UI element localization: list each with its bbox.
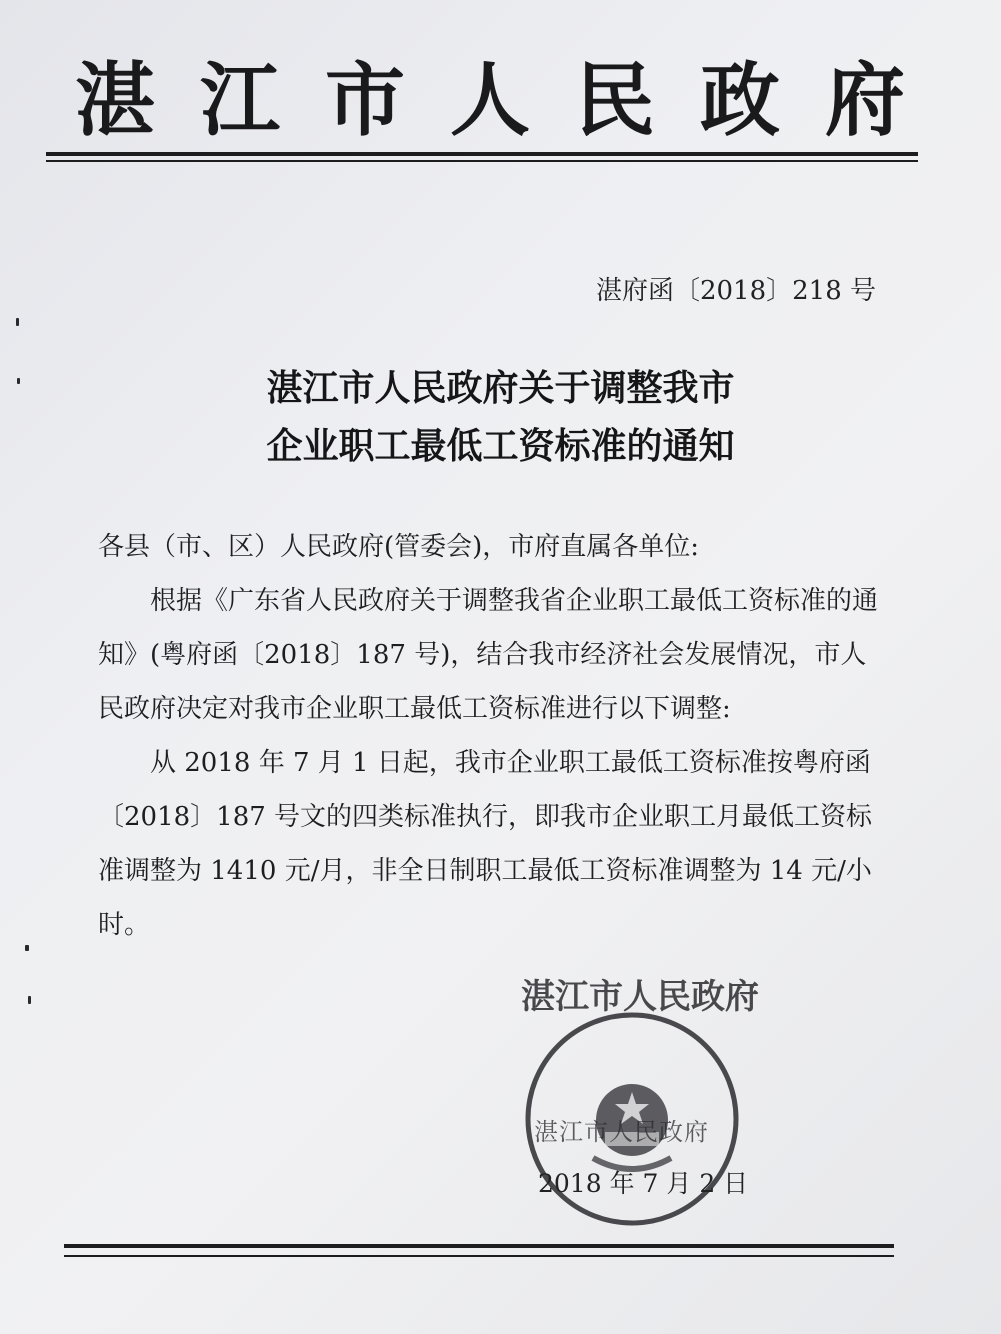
masthead-char: 政 (700, 53, 780, 147)
masthead-char: 府 (825, 53, 905, 147)
issue-date: 2018 年 7 月 2 日 (538, 1169, 749, 1198)
document-body (98, 520, 878, 952)
document-title-line2: 企业职工最低工资标准的通知 (266, 426, 735, 467)
binding-mark (28, 996, 31, 1004)
binding-mark (25, 945, 29, 951)
masthead-char: 江 (200, 53, 280, 147)
masthead-char: 人 (450, 53, 530, 147)
body-paragraph-1: 根据《广东省人民政府关于调整我省企业职工最低工资标准的通知》(粤府函〔2018〕187 号)，结合我市经济社会发展情况，市人民政府决定对我市企业职工最低工资标准进行以下调整: (98, 586, 879, 724)
salutation: 各县（市、区）人民政府(管委会)，市府直属各单位: (98, 532, 700, 562)
body-paragraph-2: 从 2018 年 7 月 1 日起，我市企业职工最低工资标准按粤府函〔2018〕187 号文的四类标准执行，即我市企业职工月最低工资标准调整为 1410 元/月，非全日制职工最低工资标准调整为 14 元/小时。 (98, 748, 873, 940)
binding-mark (16, 318, 19, 326)
masthead-char: 民 (575, 53, 655, 147)
document-number: 湛府函〔2018〕218 号 (595, 276, 876, 306)
footer-rule-thin (64, 1255, 894, 1257)
issuer-signature-name: 湛江市人民政府 (534, 1118, 709, 1146)
masthead-char: 湛 (75, 53, 155, 147)
document-title-line1: 湛江市人民政府关于调整我市 (266, 368, 735, 409)
header-rule-thin (46, 160, 918, 162)
issuer-masthead (60, 38, 920, 148)
seal-ring-text: 湛江市人民政府 (521, 977, 759, 1017)
footer-rule-thick (64, 1244, 894, 1248)
masthead-char: 市 (325, 53, 405, 147)
header-rule-thick (46, 152, 918, 156)
binding-mark (17, 378, 20, 384)
